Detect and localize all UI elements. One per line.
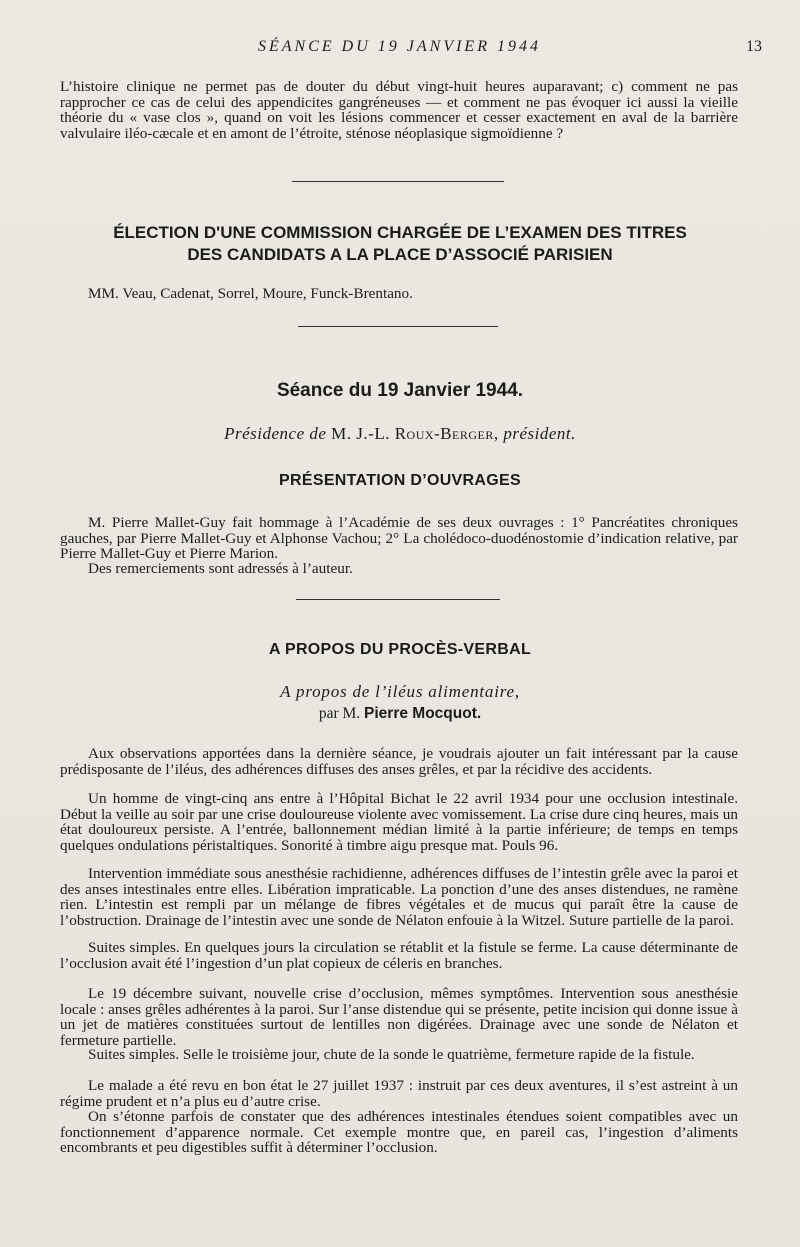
author-name: Pierre Mocquot. xyxy=(364,705,482,722)
section-divider xyxy=(292,181,504,182)
commission-members: MM. Veau, Cadenat, Sorrel, Moure, Funck-Brentano. xyxy=(88,285,413,302)
thanks-paragraph: Des remerciements sont adressés à l’auteur. xyxy=(88,560,353,577)
proces-verbal-heading: A PROPOS DU PROCÈS-VERBAL xyxy=(268,641,532,658)
presidence-line xyxy=(0,424,800,444)
author-prefix: par M. xyxy=(318,705,361,722)
election-heading-line2: DES CANDIDATS A LA PLACE D’ASSOCIÉ PARISIEN xyxy=(187,245,613,264)
body-paragraph: Le malade a été revu en bon état le 27 juillet 1937 : instruit par ces deux aventures, il s’est astreint à un régime prudent et n’a plus eu d’autre crise. xyxy=(60,1077,738,1110)
article-subtitle: A propos de l’iléus alimentaire, xyxy=(280,682,520,701)
seance-title: Séance du 19 Janvier 1944. xyxy=(276,380,524,401)
presidence-suffix: président. xyxy=(503,424,576,443)
presidence-prefix: Présidence de xyxy=(224,424,327,443)
section-divider xyxy=(296,599,500,600)
president-name: M. J.-L. Roux-Berger, xyxy=(331,424,499,443)
section-divider xyxy=(298,326,498,327)
page-number: 13 xyxy=(746,38,762,55)
body-paragraph: Aux observations apportées dans la dernière séance, je voudrais ajouter un fait intéressant par la cause prédisposante de l’iléus, des adhérences diffuses des anses grêles, et par la récidive des accidents. xyxy=(60,745,738,778)
presentation-paragraph: M. Pierre Mallet-Guy fait hommage à l’Académie de ses deux ouvrages : 1° Pancréatites chroniques gauches, par Pierre Mallet-Guy et Alphonse Vachou; 2° La cholédoco-duodénostomie d’indication relative, par Pierre Mallet-Guy et Pierre Marion. xyxy=(60,514,738,562)
body-paragraph: On s’étonne parfois de constater que des adhérences intestinales étendues soient compatibles avec un fonctionnement d’apparence normale. Cet exemple montre que, en pareil cas, l’ingestion d’aliments encombrants et peu digestibles suffit à déterminer l’occlusion. xyxy=(60,1108,738,1156)
article-author xyxy=(0,705,800,723)
body-paragraph: Un homme de vingt-cinq ans entre à l’Hôpital Bichat le 22 avril 1934 pour une occlusion intestinale. Début la veille au soir par une crise douloureuse violente avec vomissement. La crise dure cinq heures, mais un état douloureux persiste. A l’entrée, ballonnement médian limité à la partie inférieure; de temps en temps quelques ondulations péristaltiques. Sonorité à timbre aigu presque mat. Pouls 96. xyxy=(60,790,738,854)
body-paragraph: Suites simples. Selle le troisième jour, chute de la sonde le quatrième, fermeture rapide de la fistule. xyxy=(88,1046,695,1063)
presentation-heading: PRÉSENTATION D’OUVRAGES xyxy=(279,472,521,489)
body-paragraph: Le 19 décembre suivant, nouvelle crise d’occlusion, mêmes symptômes. Intervention sous anesthésie locale : anses grêles adhérentes à la paroi. Sur l’anse distendue qui se présente, petite incision qui donne issue à un jet de matières constituées surtout de lentilles non digérées. Drainage avec une sonde de Nélaton et fermeture partielle. xyxy=(60,985,738,1049)
body-paragraph: Intervention immédiate sous anesthésie rachidienne, adhérences diffuses de l’intestin grêle avec la paroi et des anses intestinales entre elles. Libération impraticable. La ponction d’une des anses distendues, ne ramène rien. L’intestin est rempli par un mélange de fibres végétales et de mucus qui paraît être la cause de l’obstruction. Drainage de l’intestin avec une sonde de Nélaton enfouie à la Witzel. Suture partielle de la paroi. xyxy=(60,865,738,929)
election-heading-line1: ÉLECTION D'UNE COMMISSION CHARGÉE DE L’EXAMEN DES TITRES xyxy=(113,223,687,242)
body-paragraph: Suites simples. En quelques jours la circulation se rétablit et la fistule se ferme. La cause déterminante de l’occlusion avait été l’ingestion d’un plat copieux de céleris en branches. xyxy=(60,939,738,972)
intro-paragraph: L’histoire clinique ne permet pas de douter du début vingt-huit heures auparavant; c) comment ne pas rapprocher ce cas de celui des appendicites gangréneuses — et comment ne pas évoquer ici aussi la vieille théorie du « vase clos », quand on voit les lésions commencer et cesser exactement en aval de la barrière valvulaire iléo-cæcale et en amont de l’étroite, sténose néoplasique sigmoïdienne ? xyxy=(60,78,738,142)
running-title: SÉANCE DU 19 JANVIER 1944 xyxy=(258,38,541,55)
election-heading xyxy=(0,222,800,266)
running-header xyxy=(0,38,800,58)
